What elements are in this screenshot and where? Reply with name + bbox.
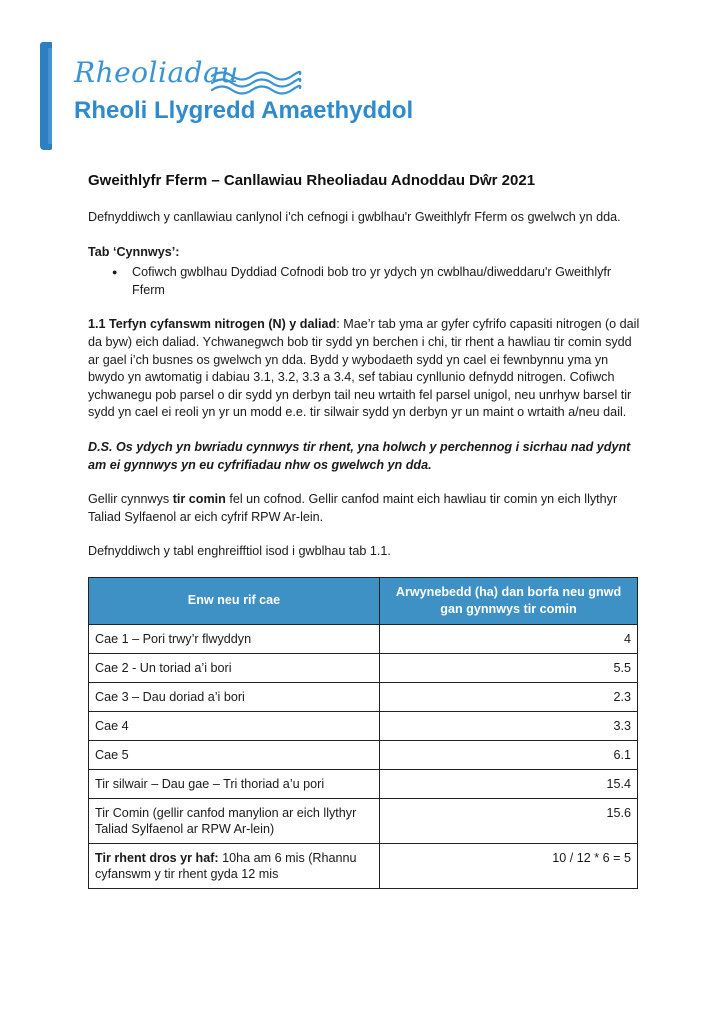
table-row xyxy=(89,624,638,653)
logo-script-text: Rheoliadau xyxy=(74,56,239,89)
cell-field-name: Cae 3 – Dau doriad a’i bori xyxy=(89,682,380,711)
cell-area: 2.3 xyxy=(380,682,638,711)
table-row xyxy=(89,798,638,843)
table-row xyxy=(89,843,638,888)
cell-field-name: Tir rhent dros yr haf: 10ha am 6 mis (Rhannu cyfanswm y tir rhent gyda 12 mis xyxy=(89,843,380,888)
table-row xyxy=(89,682,638,711)
water-waves-icon xyxy=(210,68,302,96)
cell-area: 3.3 xyxy=(380,711,638,740)
document-body xyxy=(88,172,640,889)
example-intro: Defnyddiwch y tabl enghreifftiol isod i gwblhau tab 1.1. xyxy=(88,544,391,559)
tab-heading: Tab ‘Cynnwys’: xyxy=(88,244,180,259)
cell-field-name: Cae 2 - Un toriad a’i bori xyxy=(89,653,380,682)
common-land-paragraph: Gellir cynnwys tir comin fel un cofnod. Gellir canfod maint eich hawliau tir comin yn eich llythyr Taliad Sylfaenol ar eich cyfrif RPW Ar-lein. xyxy=(88,492,618,524)
cell-area: 15.6 xyxy=(380,798,638,843)
table-row xyxy=(89,769,638,798)
section-1-1-paragraph xyxy=(88,316,640,422)
header-field-name: Enw neu rif cae xyxy=(89,577,380,624)
cell-area: 10 / 12 * 6 = 5 xyxy=(380,843,638,888)
cell-field-name: Cae 4 xyxy=(89,711,380,740)
rent-note: D.S. Os ydych yn bwriadu cynnwys tir rhent, yna holwch y perchennog i sicrhau nad ydynt am ei gynnwys yn eu cyfrifiadau nhw os gwelwch yn dda. xyxy=(88,439,631,472)
bullet-list xyxy=(88,264,640,299)
section-1-1-text: : Mae’r tab yma ar gyfer cyfrifo capasiti nitrogen (o dail da byw) eich daliad. Ychwanegwch bob tir sydd yn berchen i chi, tir rhent a hawliau tir comin sydd ar gael i’ch busnes os gwelwch yn dda. Bydd y wybodaeth sydd yn cael ei fewnbynnu yma yn bwydo yn awtomatig i dabiau 3.1, 3.2, 3.3 a 3.4, sef tabiau cynllunio defnydd nitrogen. Cofiwch ychwanegu pob parsel o dir sydd yn derbyn tail neu wrtaith fel parsel unigol, neu unrhyw barsel tir sydd yn cael ei reoli yn yr un modd e.e. tir silwair sydd yn derbyn yr un maint o wrtaith a/neu dail. xyxy=(88,317,640,420)
table-row xyxy=(89,740,638,769)
list-item: ● Cofiwch gwblhau Dyddiad Cofnodi bob tro yr ydych yn cwblhau/diweddaru'r Gweithlyfr Fferm xyxy=(88,264,640,299)
intro-paragraph: Defnyddiwch y canllawiau canlynol i'ch cefnogi i gwblhau'r Gweithlyfr Fferm os gwelwch yn dda. xyxy=(88,210,621,224)
table-header-row xyxy=(89,577,638,624)
cell-field-name: Tir Comin (gellir canfod manylion ar eich llythyr Taliad Sylfaenol ar RPW Ar-lein) xyxy=(89,798,380,843)
cell-field-name: Cae 5 xyxy=(89,740,380,769)
logo-title: Rheoli Llygredd Amaethyddol xyxy=(74,97,414,124)
brand-brush-stroke xyxy=(40,42,52,150)
cell-area: 6.1 xyxy=(380,740,638,769)
document-title: Gweithlyfr Fferm – Canllawiau Rheoliadau Adnoddau Dŵr 2021 xyxy=(88,172,536,189)
example-table xyxy=(88,577,638,889)
header-area: Arwynebedd (ha) dan borfa neu gnwd gan gynnwys tir comin xyxy=(380,577,638,624)
table-row xyxy=(89,653,638,682)
cell-field-name: Cae 1 – Pori trwy’r flwyddyn xyxy=(89,624,380,653)
cell-area: 15.4 xyxy=(380,769,638,798)
section-1-1-label: 1.1 Terfyn cyfanswm nitrogen (N) y daliad xyxy=(88,317,337,332)
table-row xyxy=(89,711,638,740)
cell-area: 5.5 xyxy=(380,653,638,682)
cell-area: 4 xyxy=(380,624,638,653)
cell-field-name: Tir silwair – Dau gae – Tri thoriad a’u pori xyxy=(89,769,380,798)
